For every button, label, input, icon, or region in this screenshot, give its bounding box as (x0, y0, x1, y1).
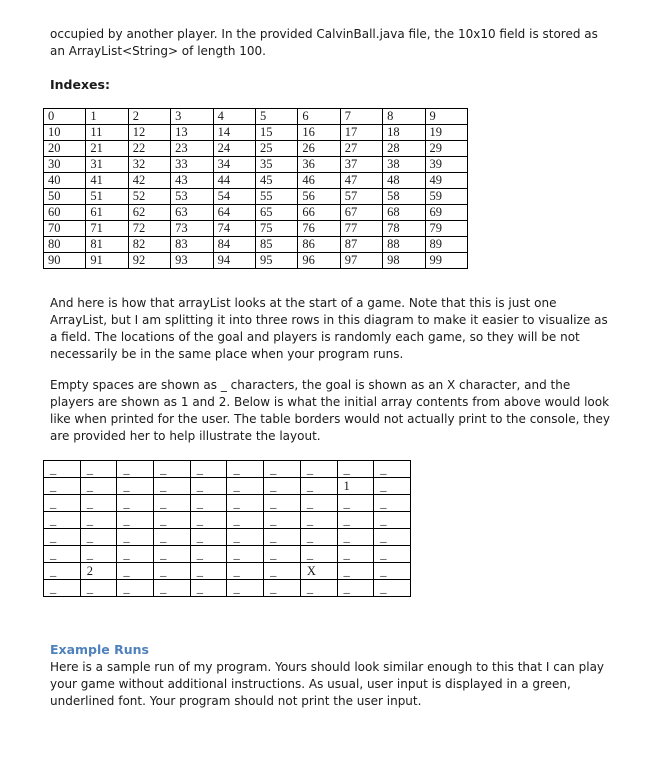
field-cell: _ (264, 563, 301, 580)
field-cell: _ (80, 529, 117, 546)
field-cell: _ (227, 563, 264, 580)
field-cell: _ (374, 512, 411, 529)
field-cell: _ (337, 546, 374, 563)
field-cell: _ (117, 478, 154, 495)
field-cell: _ (154, 529, 191, 546)
index-cell: 72 (128, 221, 170, 237)
index-cell: 77 (340, 221, 382, 237)
field-cell: _ (227, 495, 264, 512)
field-cell: _ (117, 580, 154, 597)
index-row (44, 141, 468, 157)
empty-spaces-paragraph: Empty spaces are shown as _ characters, the goal is shown as an X character, and the players are shown as 1 and 2. Below is what the initial array contents from above would look like when printed for the user. The table borders would not actually print to the console, they are provided her to help illustrate the layout. (50, 378, 611, 443)
field-cell: _ (80, 546, 117, 563)
index-cell: 0 (44, 109, 86, 125)
index-cell: 91 (86, 253, 128, 269)
field-cell: _ (300, 461, 337, 478)
index-cell: 53 (171, 189, 213, 205)
field-table (43, 460, 411, 597)
index-row (44, 237, 468, 253)
field-cell: _ (374, 478, 411, 495)
index-cell: 32 (128, 157, 170, 173)
field-cell: _ (300, 512, 337, 529)
index-cell: 85 (255, 237, 297, 253)
index-cell: 35 (255, 157, 297, 173)
index-cell: 84 (213, 237, 255, 253)
field-cell: _ (264, 529, 301, 546)
field-cell: _ (337, 461, 374, 478)
field-row (44, 563, 411, 580)
index-row (44, 253, 468, 269)
index-cell: 99 (425, 253, 467, 269)
index-cell: 22 (128, 141, 170, 157)
index-cell: 8 (383, 109, 425, 125)
index-cell: 94 (213, 253, 255, 269)
field-cell: _ (44, 512, 81, 529)
field-cell: _ (117, 529, 154, 546)
index-cell: 80 (44, 237, 86, 253)
index-cell: 27 (340, 141, 382, 157)
intro-paragraph: occupied by another player. In the provided CalvinBall.java file, the 10x10 field is stored as an ArrayList<String> of length 100. (50, 27, 598, 58)
field-cell: _ (337, 563, 374, 580)
field-cell: _ (117, 495, 154, 512)
field-cell: _ (374, 461, 411, 478)
index-cell: 19 (425, 125, 467, 141)
indexes-heading: Indexes: (50, 77, 110, 92)
index-cell: 75 (255, 221, 297, 237)
field-cell: _ (154, 461, 191, 478)
index-cell: 89 (425, 237, 467, 253)
field-cell: _ (300, 546, 337, 563)
index-cell: 71 (86, 221, 128, 237)
index-row (44, 157, 468, 173)
field-cell: _ (44, 478, 81, 495)
field-cell: _ (337, 512, 374, 529)
index-cell: 82 (128, 237, 170, 253)
field-cell: _ (227, 512, 264, 529)
index-cell: 41 (86, 173, 128, 189)
field-cell: _ (264, 495, 301, 512)
index-cell: 98 (383, 253, 425, 269)
arraylist-paragraph: And here is how that arrayList looks at the start of a game. Note that this is just one ArrayList, but I am splitting it into three rows in this diagram to make it easier to visualize as a field. The locations of the goal and players is randomly each game, so they will be not necessarily be in the same place when your program runs. (50, 296, 608, 361)
field-cell: _ (117, 546, 154, 563)
index-cell: 81 (86, 237, 128, 253)
field-cell: _ (190, 495, 227, 512)
index-cell: 37 (340, 157, 382, 173)
index-cell: 34 (213, 157, 255, 173)
index-cell: 95 (255, 253, 297, 269)
index-cell: 20 (44, 141, 86, 157)
index-row (44, 125, 468, 141)
field-cell: _ (300, 529, 337, 546)
index-cell: 36 (298, 157, 340, 173)
index-cell: 52 (128, 189, 170, 205)
index-cell: 47 (340, 173, 382, 189)
index-cell: 74 (213, 221, 255, 237)
field-cell: _ (117, 461, 154, 478)
index-cell: 78 (383, 221, 425, 237)
index-cell: 66 (298, 205, 340, 221)
index-cell: 2 (128, 109, 170, 125)
field-cell: _ (80, 580, 117, 597)
field-cell: _ (190, 580, 227, 597)
index-cell: 88 (383, 237, 425, 253)
index-cell: 56 (298, 189, 340, 205)
field-cell: _ (44, 461, 81, 478)
index-cell: 40 (44, 173, 86, 189)
field-row (44, 580, 411, 597)
index-cell: 9 (425, 109, 467, 125)
index-cell: 5 (255, 109, 297, 125)
index-cell: 4 (213, 109, 255, 125)
index-cell: 23 (171, 141, 213, 157)
field-cell: _ (227, 529, 264, 546)
field-cell: _ (227, 461, 264, 478)
field-cell: _ (264, 512, 301, 529)
index-cell: 97 (340, 253, 382, 269)
field-cell: _ (337, 580, 374, 597)
index-cell: 62 (128, 205, 170, 221)
field-cell: _ (44, 580, 81, 597)
field-cell: _ (80, 461, 117, 478)
index-cell: 18 (383, 125, 425, 141)
field-cell: _ (117, 512, 154, 529)
field-cell: _ (154, 546, 191, 563)
field-cell: _ (154, 563, 191, 580)
field-cell: _ (80, 495, 117, 512)
index-cell: 39 (425, 157, 467, 173)
index-row (44, 173, 468, 189)
field-cell: _ (190, 563, 227, 580)
index-cell: 17 (340, 125, 382, 141)
index-cell: 57 (340, 189, 382, 205)
index-cell: 83 (171, 237, 213, 253)
field-cell: _ (300, 495, 337, 512)
index-cell: 1 (86, 109, 128, 125)
field-cell: 1 (337, 478, 374, 495)
index-table (43, 108, 468, 269)
field-cell: _ (374, 529, 411, 546)
index-cell: 96 (298, 253, 340, 269)
index-row (44, 109, 468, 125)
index-cell: 60 (44, 205, 86, 221)
index-cell: 10 (44, 125, 86, 141)
example-runs-heading: Example Runs (50, 642, 149, 657)
index-cell: 93 (171, 253, 213, 269)
index-cell: 45 (255, 173, 297, 189)
index-cell: 14 (213, 125, 255, 141)
index-cell: 3 (171, 109, 213, 125)
field-cell: _ (44, 495, 81, 512)
index-row (44, 221, 468, 237)
index-cell: 67 (340, 205, 382, 221)
index-cell: 30 (44, 157, 86, 173)
field-cell: _ (190, 512, 227, 529)
field-cell: _ (264, 546, 301, 563)
field-cell: _ (264, 580, 301, 597)
index-cell: 51 (86, 189, 128, 205)
field-cell: _ (44, 563, 81, 580)
example-runs-paragraph: Here is a sample run of my program. Yours should look similar enough to this that I can play your game without additional instructions. As usual, user input is displayed in a green, underlined font. Your program should not print the user input. (50, 660, 605, 708)
field-cell: _ (117, 563, 154, 580)
index-cell: 42 (128, 173, 170, 189)
index-cell: 92 (128, 253, 170, 269)
field-cell: _ (80, 478, 117, 495)
index-cell: 12 (128, 125, 170, 141)
field-cell: _ (337, 529, 374, 546)
index-cell: 16 (298, 125, 340, 141)
field-cell: _ (264, 478, 301, 495)
field-row (44, 495, 411, 512)
index-cell: 28 (383, 141, 425, 157)
index-cell: 86 (298, 237, 340, 253)
index-cell: 33 (171, 157, 213, 173)
index-cell: 6 (298, 109, 340, 125)
field-cell: _ (190, 461, 227, 478)
index-cell: 26 (298, 141, 340, 157)
index-cell: 29 (425, 141, 467, 157)
index-row (44, 205, 468, 221)
field-cell: _ (374, 580, 411, 597)
field-cell: _ (227, 580, 264, 597)
field-row (44, 478, 411, 495)
index-cell: 50 (44, 189, 86, 205)
field-cell: _ (190, 546, 227, 563)
field-row (44, 529, 411, 546)
field-cell: _ (154, 512, 191, 529)
index-cell: 76 (298, 221, 340, 237)
index-cell: 68 (383, 205, 425, 221)
index-cell: 15 (255, 125, 297, 141)
index-cell: 73 (171, 221, 213, 237)
index-cell: 38 (383, 157, 425, 173)
index-cell: 43 (171, 173, 213, 189)
field-cell: _ (154, 495, 191, 512)
field-cell: _ (374, 546, 411, 563)
index-cell: 87 (340, 237, 382, 253)
field-cell: _ (300, 580, 337, 597)
index-cell: 55 (255, 189, 297, 205)
field-cell: _ (300, 478, 337, 495)
index-cell: 63 (171, 205, 213, 221)
index-cell: 59 (425, 189, 467, 205)
index-cell: 49 (425, 173, 467, 189)
field-cell: X (300, 563, 337, 580)
index-cell: 61 (86, 205, 128, 221)
field-row (44, 461, 411, 478)
index-cell: 48 (383, 173, 425, 189)
field-cell: _ (44, 529, 81, 546)
field-cell: _ (337, 495, 374, 512)
field-cell: _ (374, 563, 411, 580)
field-cell: _ (264, 461, 301, 478)
index-cell: 54 (213, 189, 255, 205)
index-cell: 90 (44, 253, 86, 269)
field-cell: _ (154, 478, 191, 495)
field-row (44, 512, 411, 529)
field-cell: _ (374, 495, 411, 512)
field-cell: _ (227, 478, 264, 495)
index-cell: 70 (44, 221, 86, 237)
field-row (44, 546, 411, 563)
index-cell: 13 (171, 125, 213, 141)
index-cell: 65 (255, 205, 297, 221)
index-cell: 7 (340, 109, 382, 125)
field-cell: _ (190, 529, 227, 546)
field-cell: _ (154, 580, 191, 597)
index-cell: 25 (255, 141, 297, 157)
index-cell: 31 (86, 157, 128, 173)
field-cell: _ (80, 512, 117, 529)
index-cell: 21 (86, 141, 128, 157)
index-cell: 64 (213, 205, 255, 221)
index-cell: 24 (213, 141, 255, 157)
index-cell: 44 (213, 173, 255, 189)
field-cell: _ (227, 546, 264, 563)
field-cell: _ (190, 478, 227, 495)
index-row (44, 189, 468, 205)
index-cell: 58 (383, 189, 425, 205)
field-cell: 2 (80, 563, 117, 580)
index-cell: 69 (425, 205, 467, 221)
index-cell: 46 (298, 173, 340, 189)
field-cell: _ (44, 546, 81, 563)
index-cell: 79 (425, 221, 467, 237)
index-cell: 11 (86, 125, 128, 141)
